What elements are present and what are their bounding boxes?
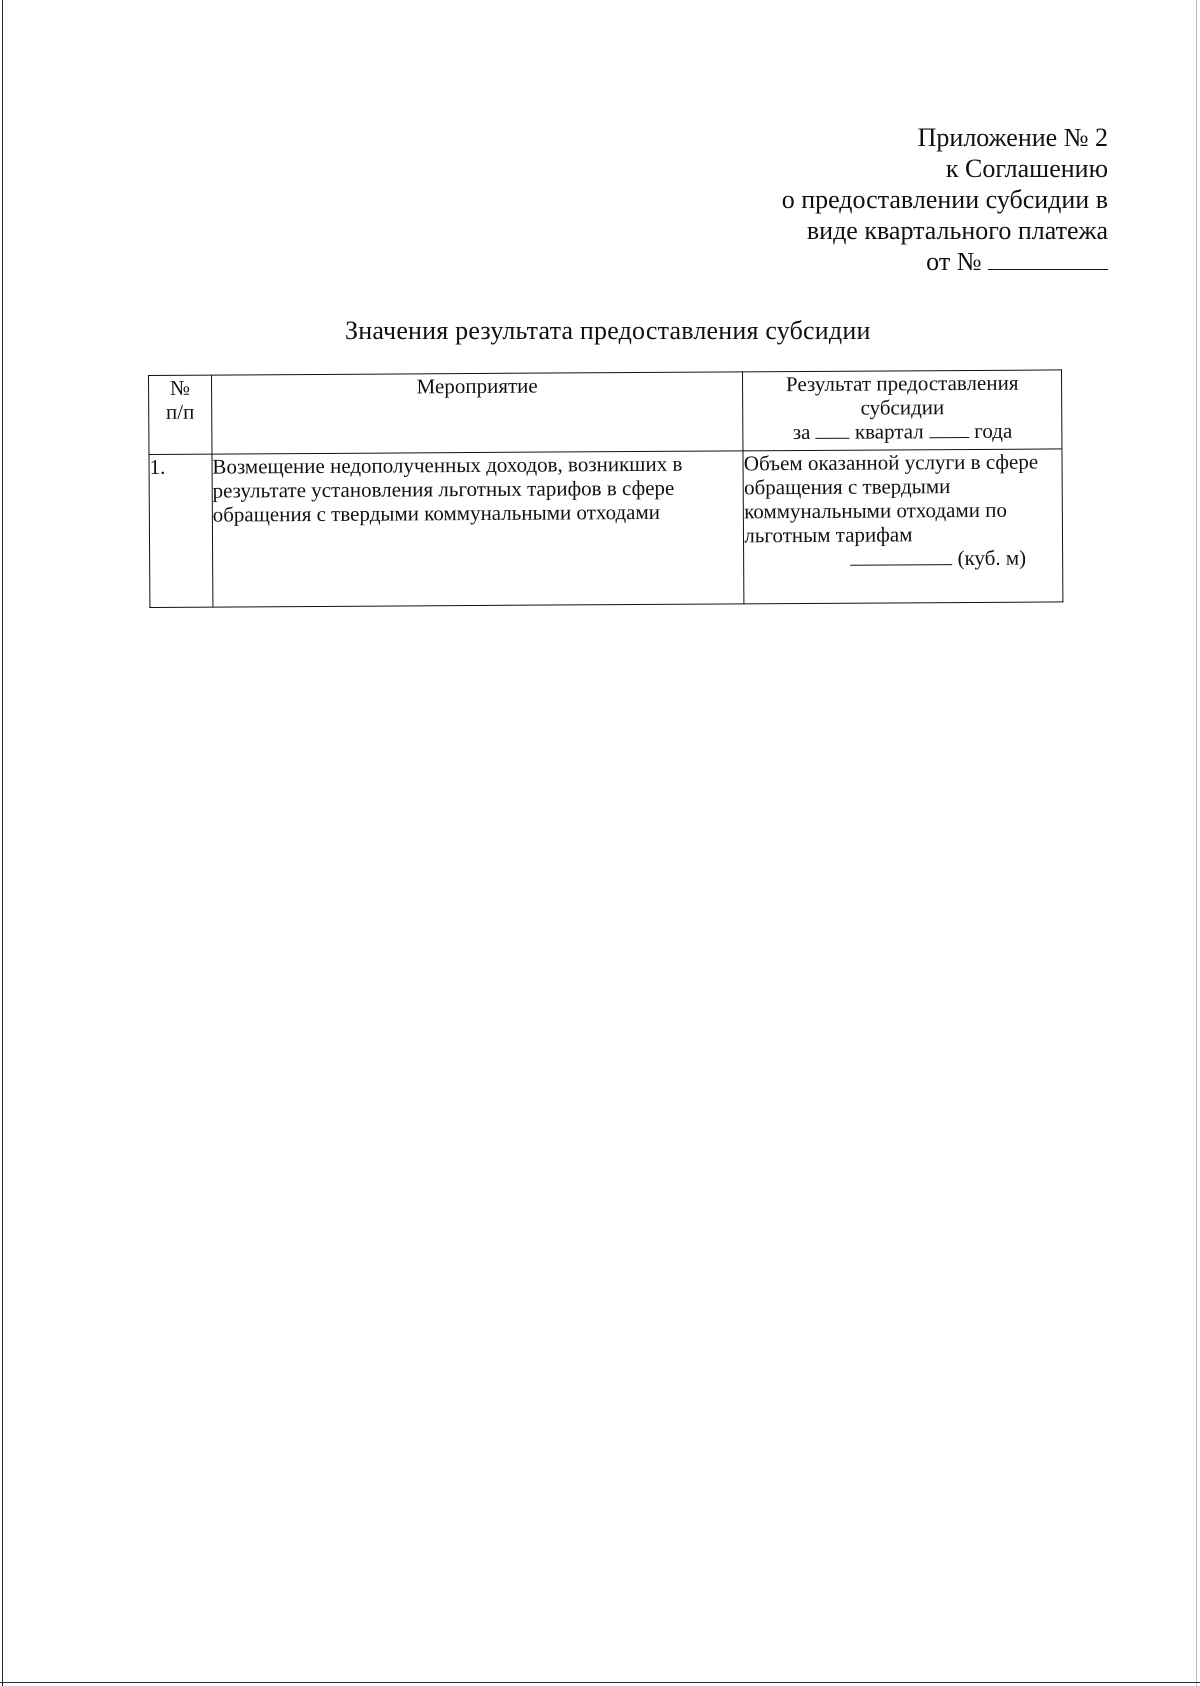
results-table xyxy=(148,369,1063,608)
appendix-subsidy-ref: о предоставлении субсидии в xyxy=(781,185,1108,214)
row1-result-cell xyxy=(743,449,1063,604)
header-result-za: за xyxy=(792,419,811,445)
table-header-row xyxy=(149,370,1062,455)
header-event-cell xyxy=(211,372,743,454)
header-result-line2: субсидии xyxy=(860,395,945,420)
header-result-period xyxy=(744,418,1062,444)
value-blank xyxy=(850,546,952,566)
year-blank xyxy=(929,419,969,438)
header-result-goda: года xyxy=(974,418,1013,443)
date-number-blank xyxy=(988,249,1108,270)
row1-unit: (куб. м) xyxy=(957,545,1027,571)
page-edge-bottom xyxy=(0,1682,1200,1683)
row1-event: Возмещение недополученных доходов, возникших в результате установления льготных тарифов в сфере обращения с твердыми коммунальными отходами xyxy=(212,451,683,527)
row1-unit-line xyxy=(744,545,1062,571)
document-title: Значения результата предоставления субсидии xyxy=(345,316,871,345)
header-num-sign: № xyxy=(169,375,191,400)
header-num-pp: п/п xyxy=(165,399,195,424)
quarter-blank xyxy=(816,420,850,439)
row1-result: Объем оказанной услуги в сфере обращения с твердыми коммунальными отходами по льготным тарифам xyxy=(743,449,1039,548)
appendix-date-number-line xyxy=(648,246,1108,277)
header-result-line1: Результат предоставления xyxy=(785,370,1019,397)
appendix-agreement-ref: к Соглашению xyxy=(945,154,1108,183)
page-edge-right xyxy=(1196,0,1197,1686)
appendix-date-number-label: от № xyxy=(926,247,982,276)
row1-num: 1. xyxy=(149,454,166,479)
page-edge-left xyxy=(2,0,3,1686)
row1-num-cell xyxy=(149,454,213,607)
table-row xyxy=(149,449,1063,608)
header-result-kvartal: квартал xyxy=(854,419,924,444)
header-event-label: Мероприятие xyxy=(416,373,538,399)
appendix-number: Приложение № 2 xyxy=(917,123,1108,152)
appendix-header xyxy=(648,122,1108,277)
header-num-cell xyxy=(149,375,212,454)
appendix-payment-type: виде квартального платежа xyxy=(806,216,1108,245)
row1-event-cell xyxy=(212,451,744,607)
header-result-cell xyxy=(743,370,1062,451)
